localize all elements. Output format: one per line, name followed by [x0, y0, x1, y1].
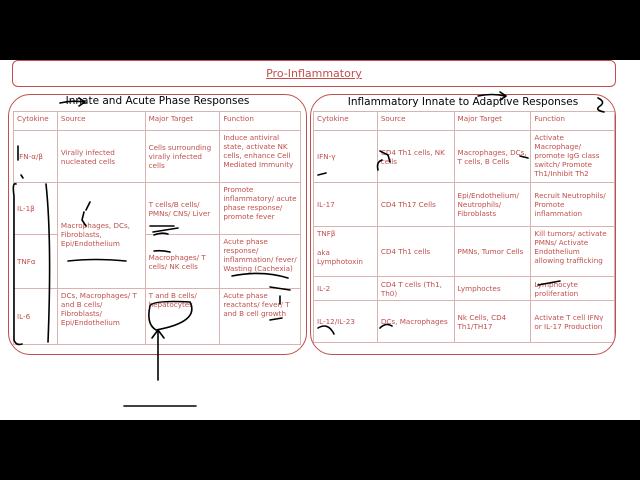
- target-cell: Cells surrounding virally infected cells: [145, 131, 220, 183]
- innate-table: [13, 111, 301, 345]
- target-cell: T cells/B cells/ PMNs/ CNS/ Liver: [145, 183, 220, 235]
- function-cell: Acute phase response/ inflammation/ fever/ Wasting (Cachexia): [220, 235, 301, 289]
- cytokine-cell: IL-1β: [14, 183, 58, 235]
- source-cell: CD4 T cells (Th1, Th0): [377, 277, 454, 301]
- adaptive-panel: [310, 94, 616, 355]
- function-cell: Activate Macrophage/ promote IgG class switch/ Promote Th1/Inhibit Th2: [531, 131, 615, 183]
- function-cell: Recruit Neutrophils/ Promote inflammation: [531, 183, 615, 227]
- table-row: [14, 289, 301, 345]
- header-target: Major Target: [454, 112, 531, 131]
- cytokine-cell: IL-6: [14, 289, 58, 345]
- function-cell: Induce antiviral state, activate NK cells, enhance Cell Mediated Immunity: [220, 131, 301, 183]
- slide-title: Pro-Inflammatory: [266, 67, 362, 80]
- header-target: Major Target: [145, 112, 220, 131]
- function-cell: Kill tumors/ activate PMNs/ Activate Endothelium allowing trafficking: [531, 227, 615, 277]
- cytokine-cell: [314, 227, 378, 277]
- table-header-row: [14, 112, 301, 131]
- header-cytokine: Cytokine: [314, 112, 378, 131]
- source-cell: DCs, Macrophages: [377, 301, 454, 343]
- title-bar: [12, 60, 616, 87]
- target-cell: Macrophages, DCs, T cells, B Cells: [454, 131, 531, 183]
- target-cell: T and B cells/ hepatocytes: [145, 289, 220, 345]
- table-row: [314, 301, 615, 343]
- target-cell: Macrophages/ T cells/ NK cells: [145, 235, 220, 289]
- source-cell: Virally infected nucleated cells: [57, 131, 145, 183]
- innate-panel: [8, 94, 307, 355]
- source-cell: CD4 Th1 cells, NK cells: [377, 131, 454, 183]
- table-row: [14, 235, 301, 289]
- function-cell: Promote inflammatory/ acute phase response/ promote fever: [220, 183, 301, 235]
- header-cytokine: Cytokine: [14, 112, 58, 131]
- source-cell: Macrophages, DCs, Fibroblasts, Epi/Endothelium: [57, 183, 145, 289]
- table-row: [314, 131, 615, 183]
- target-cell: PMNs, Tumor Cells: [454, 227, 531, 277]
- header-source: Source: [57, 112, 145, 131]
- header-function: Function: [220, 112, 301, 131]
- cytokine-aka: aka Lymphotoxin: [317, 248, 363, 266]
- table-row: [314, 183, 615, 227]
- cytokine-cell: IFN-α/β: [14, 131, 58, 183]
- cytokine-cell: IL-2: [314, 277, 378, 301]
- source-cell: CD4 Th1 cells: [377, 227, 454, 277]
- table-row: [14, 183, 301, 235]
- cytokine-name: TNFβ: [317, 229, 336, 238]
- source-cell: DCs, Macrophages/ T and B cells/ Fibroblasts/ Epi/Endothelium: [57, 289, 145, 345]
- adaptive-panel-heading: Inflammatory Innate to Adaptive Responses: [347, 96, 579, 108]
- cytokine-cell: IL-12/IL-23: [314, 301, 378, 343]
- adaptive-table: [313, 111, 615, 343]
- innate-panel-heading: Innate and Acute Phase Responses: [65, 95, 250, 107]
- target-cell: Nk Cells, CD4 Th1/TH17: [454, 301, 531, 343]
- table-header-row: [314, 112, 615, 131]
- cytokine-cell: TNFα: [14, 235, 58, 289]
- cytokine-cell: IFN-γ: [314, 131, 378, 183]
- table-row: [314, 227, 615, 277]
- slide: [0, 60, 640, 420]
- function-cell: Activate T cell IFNγ or IL-17 Production: [531, 301, 615, 343]
- target-cell: Lymphoctes: [454, 277, 531, 301]
- header-function: Function: [531, 112, 615, 131]
- cytokine-cell: IL-17: [314, 183, 378, 227]
- source-cell: CD4 Th17 Cells: [377, 183, 454, 227]
- function-cell: Lymphocyte proliferation: [531, 277, 615, 301]
- table-row: [314, 277, 615, 301]
- header-source: Source: [377, 112, 454, 131]
- table-row: [14, 131, 301, 183]
- function-cell: Acute phase reactants/ fever/ T and B cell growth: [220, 289, 301, 345]
- target-cell: Epi/Endothelium/ Neutrophils/ Fibroblasts: [454, 183, 531, 227]
